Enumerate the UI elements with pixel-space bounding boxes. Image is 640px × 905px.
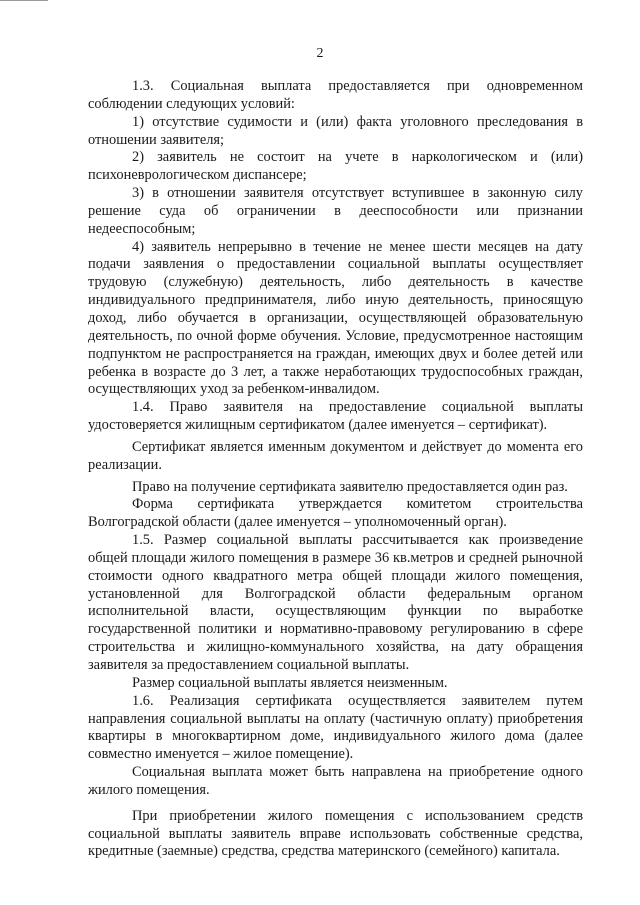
- single-dwelling-paragraph: Социальная выплата может быть направлена на приобретение одного жилого помещения.: [88, 764, 583, 798]
- condition-2: 2) заявитель не состоит на учете в наркологическом и (или) психоневрологическом диспансере;: [88, 149, 583, 184]
- certificate-once-paragraph: Право на получение сертификата заявителю предоставляется один раз.: [132, 478, 568, 495]
- own-funds-paragraph: При приобретении жилого помещения с использованием средств социальной выплаты заявитель вправе использовать собственные средства, кредитные (заемные) средства, средства материнского (семейного) капитала.: [88, 807, 583, 860]
- paragraph-1-4: 1.4. Право заявителя на предоставление социальной выплаты удостоверяется жилищным сертификатом (далее именуется – сертификат).: [88, 399, 583, 434]
- condition-3: 3) в отношении заявителя отсутствует вступившее в законную силу решение суда об ограничении в дееспособности или признании недееспособным;: [88, 185, 583, 237]
- paragraph-1-5: 1.5. Размер социальной выплаты рассчитывается как произведение общей площади жилого помещения в размере 36 кв.метров и средней рыночной стоимости одного квадратного метра общей площади жилого помещения, установленной для Волгоградской области федеральным органом исполнительной власти, осуществляющим функции по выработке государственной политики и нормативно-правовому регулированию в сфере строительства и жилищно-коммунального хозяйства, на дату обращения заявителя за предоставлением социальной выплаты.: [88, 532, 583, 673]
- document-body: [88, 78, 583, 861]
- scan-edge-line: [0, 0, 48, 1]
- certificate-nominal-paragraph: Сертификат является именным документом и действует до момента его реализации.: [88, 438, 583, 473]
- payment-size-fixed-paragraph: Размер социальной выплаты является неизменным.: [132, 674, 448, 691]
- condition-4: 4) заявитель непрерывно в течение не менее шести месяцев на дату подачи заявления о предоставлении социальной выплаты осуществляет трудовую (служебную) деятельность, либо деятельность в качестве индивидуального предпринимателя, либо иную деятельность, приносящую доход, либо обучается в организации, осуществляющей образовательную деятельность, по очной форме обучения. Условие, предусмотренное настоящим подпунктом не распространяется на граждан, имеющих двух и более детей или ребенка в возрасте до 3 лет, а также неработающих трудоспособных граждан, осуществляющих уход за ребенком-инвалидом.: [88, 238, 583, 398]
- page-number: 2: [316, 46, 324, 61]
- certificate-form-paragraph: Форма сертификата утверждается комитетом строительства Волгоградской области (далее именуется – уполномоченный орган).: [88, 496, 583, 531]
- paragraph-1-3: 1.3. Социальная выплата предоставляется при одновременном соблюдении следующих условий:: [88, 78, 583, 112]
- condition-1: 1) отсутствие судимости и (или) факта уголовного преследования в отношении заявителя;: [88, 113, 583, 148]
- paragraph-1-6: 1.6. Реализация сертификата осуществляется заявителем путем направления социальной выплаты на оплату (частичную оплату) приобретения квартиры в многоквартирном доме, индивидуального жилого дома (далее совместно именуется – жилое помещение).: [88, 692, 583, 763]
